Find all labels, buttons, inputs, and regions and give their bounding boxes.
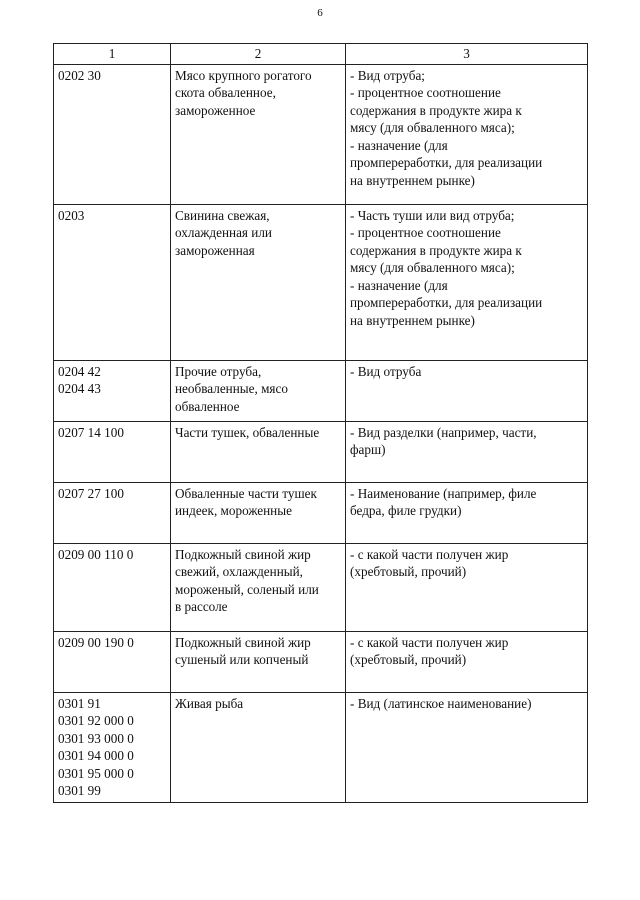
- attribute-line: - Вид отруба;: [350, 67, 425, 83]
- product-name-line: мороженый, соленый или: [175, 581, 319, 597]
- attribute-line: - процентное соотношение: [350, 85, 501, 100]
- code-line: 0301 92 000 0: [58, 713, 134, 728]
- attributes-cell: [346, 631, 588, 692]
- attribute-line: мясу (для обваленного мяса);: [350, 260, 515, 275]
- attribute-line: фарш): [350, 442, 386, 457]
- table-row: [54, 692, 588, 802]
- code-line: 0207 14 100: [58, 424, 124, 440]
- product-name-line: Свинина свежая,: [175, 207, 270, 223]
- code-cell: [54, 482, 171, 543]
- page-number: 6: [317, 7, 323, 19]
- product-name-line: замороженное: [175, 102, 256, 118]
- attribute-line: - назначение (для: [350, 137, 448, 153]
- attribute-line: бедра, филе грудки): [350, 503, 462, 518]
- attribute-line: - с какой части получен жир: [350, 634, 509, 650]
- column-header-3: 3: [346, 44, 588, 65]
- attribute-line: - процентное соотношение: [350, 225, 501, 240]
- code-cell: [54, 631, 171, 692]
- code-cell: [54, 543, 171, 631]
- code-line: 0301 94 000 0: [58, 748, 134, 763]
- product-name-line: Мясо крупного рогатого: [175, 67, 312, 83]
- table-row: [54, 64, 588, 204]
- attribute-line: содержания в продукте жира к: [350, 242, 522, 258]
- table-body: [54, 64, 588, 802]
- product-name-line: Части тушек, обваленные: [175, 424, 320, 440]
- product-name-line: Прочие отруба,: [175, 363, 262, 379]
- product-name-line: скота обваленное,: [175, 85, 276, 100]
- attribute-line: на внутреннем рынке): [350, 312, 475, 328]
- product-name-line: в рассоле: [175, 599, 228, 614]
- code-cell: [54, 360, 171, 421]
- attribute-line: мясу (для обваленного мяса);: [350, 120, 515, 135]
- code-line: 0203: [58, 207, 85, 223]
- attribute-line: промпереработки, для реализации: [350, 155, 543, 170]
- code-cell: [54, 64, 171, 204]
- attributes-cell: [346, 692, 588, 802]
- product-name-line: индеек, мороженные: [175, 503, 292, 518]
- attribute-line: содержания в продукте жира к: [350, 102, 522, 118]
- product-name-cell: [171, 692, 346, 802]
- table-row: [54, 543, 588, 631]
- table-row: [54, 204, 588, 360]
- attribute-line: - Вид отруба: [350, 363, 422, 379]
- code-line: 0207 27 100: [58, 485, 124, 501]
- attributes-cell: [346, 204, 588, 360]
- product-name-line: охлажденная или: [175, 225, 272, 240]
- attribute-line: - Часть туши или вид отруба;: [350, 207, 515, 223]
- product-name-cell: [171, 543, 346, 631]
- code-line: 0301 91: [58, 695, 101, 711]
- attribute-line: - Наименование (например, филе: [350, 485, 537, 501]
- attribute-line: на внутреннем рынке): [350, 172, 475, 188]
- table-row: [54, 482, 588, 543]
- product-name-cell: [171, 360, 346, 421]
- attribute-line: - Вид разделки (например, части,: [350, 424, 537, 440]
- attribute-line: промпереработки, для реализации: [350, 295, 543, 310]
- product-name-line: обваленное: [175, 398, 240, 414]
- code-line: 0209 00 110 0: [58, 546, 134, 562]
- code-line: 0204 43: [58, 381, 101, 396]
- product-name-cell: [171, 482, 346, 543]
- attributes-cell: [346, 64, 588, 204]
- code-line: 0301 93 000 0: [58, 730, 134, 746]
- code-line: 0204 42: [58, 363, 101, 379]
- attributes-cell: [346, 482, 588, 543]
- product-name-cell: [171, 64, 346, 204]
- table-row: [54, 360, 588, 421]
- column-header-1: 1: [54, 44, 171, 65]
- product-name-line: Обваленные части тушек: [175, 485, 317, 501]
- table-row: [54, 631, 588, 692]
- product-name-cell: [171, 421, 346, 482]
- attribute-line: (хребтовый, прочий): [350, 564, 467, 579]
- code-line: 0209 00 190 0: [58, 634, 134, 650]
- table-header-row: [54, 44, 588, 65]
- code-line: 0301 99: [58, 783, 101, 798]
- attributes-cell: [346, 543, 588, 631]
- attributes-cell: [346, 360, 588, 421]
- product-name-line: свежий, охлажденный,: [175, 564, 303, 579]
- attribute-line: (хребтовый, прочий): [350, 652, 467, 667]
- product-name-line: замороженная: [175, 242, 255, 258]
- code-line: 0301 95 000 0: [58, 765, 134, 781]
- code-cell: [54, 204, 171, 360]
- product-name-line: необваленные, мясо: [175, 381, 288, 396]
- product-name-line: сушеный или копченый: [175, 652, 309, 667]
- column-header-2: 2: [171, 44, 346, 65]
- attributes-cell: [346, 421, 588, 482]
- product-name-line: Живая рыба: [175, 695, 244, 711]
- product-name-cell: [171, 631, 346, 692]
- code-cell: [54, 692, 171, 802]
- attribute-line: - с какой части получен жир: [350, 546, 509, 562]
- product-name-line: Подкожный свиной жир: [175, 546, 311, 562]
- code-line: 0202 30: [58, 67, 101, 83]
- product-name-cell: [171, 204, 346, 360]
- table-row: [54, 421, 588, 482]
- attribute-line: - назначение (для: [350, 277, 448, 293]
- attribute-line: - Вид (латинское наименование): [350, 695, 532, 711]
- code-cell: [54, 421, 171, 482]
- classification-table: [53, 43, 588, 803]
- product-name-line: Подкожный свиной жир: [175, 634, 311, 650]
